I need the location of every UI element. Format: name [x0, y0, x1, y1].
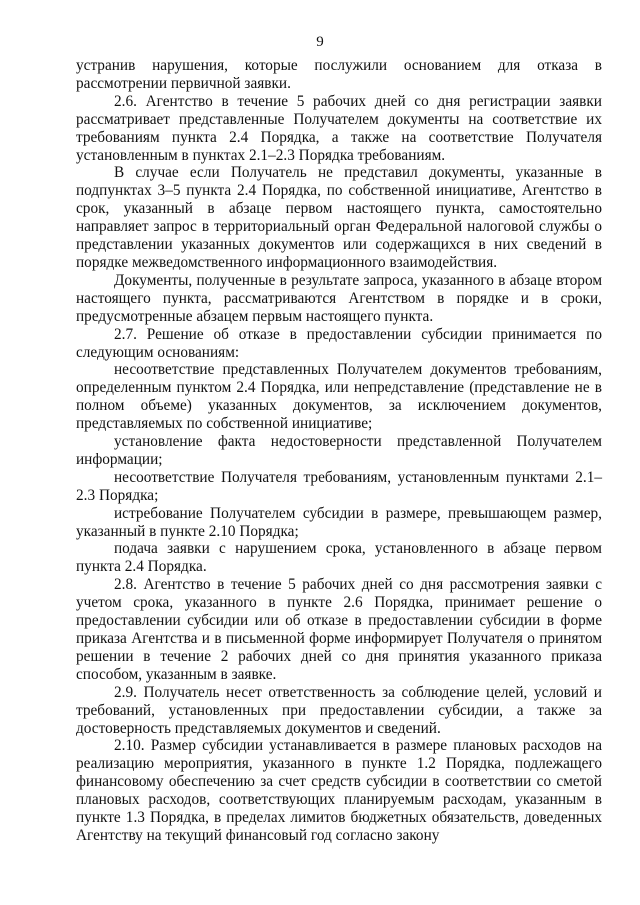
paragraph-2-6: 2.6. Агентство в течение 5 рабочих дней со дня регистрации заявки рассматривает представленные Получателем документы на соответствие их требованиям пункта 2.4 Порядка, а также на соответствие Получателя установленным в пунктах 2.1–2.3 Порядка требованиям. [76, 92, 602, 164]
paragraph: Документы, полученные в результате запроса, указанного в абзаце втором настоящего пункта, рассматриваются Агентством в порядке и в сроки, предусмотренные абзацем первым настоящего пункта. [76, 271, 602, 325]
paragraph-2-8: 2.8. Агентство в течение 5 рабочих дней со дня рассмотрения заявки с учетом срока, указанного в пункте 2.6 Порядка, принимает решение о предоставлении субсидии или об отказе в предоставлении субсидии в форме приказа Агентства и в письменной форме информирует Получателя о принятом решении в течение 2 рабочих дней со дня принятия указанного приказа способом, указанным в заявке. [76, 576, 602, 683]
list-item: несоответствие представленных Получателем документов требованиям, определенным пунктом 2.4 Порядка, или непредставление (представление не в полном объеме) указанных документов, за исключением документов, представляемых по собственной инициативе; [76, 361, 602, 433]
list-item: истребование Получателем субсидии в размере, превышающем размер, указанный в пункте 2.10 Порядка; [76, 504, 602, 540]
paragraph-2-7: 2.7. Решение об отказе в предоставлении субсидии принимается по следующим основаниям: [76, 325, 602, 361]
paragraph: В случае если Получатель не представил документы, указанные в подпунктах 3–5 пункта 2.4 Порядка, по собственной инициативе, Агентство в срок, указанный в абзаце первом настоящего пункта, самостоятельно направляет запрос в территориальный орган Федеральной налоговой службы о представлении указанных документов или содержащихся в них сведений в порядке межведомственного информационного взаимодействия. [76, 164, 602, 271]
list-item: подача заявки с нарушением срока, установленного в абзаце первом пункта 2.4 Порядка. [76, 540, 602, 576]
list-item: установление факта недостоверности представленной Получателем информации; [76, 433, 602, 468]
paragraph-2-10: 2.10. Размер субсидии устанавливается в размере плановых расходов на реализацию мероприятия, указанного в пункте 1.2 Порядка, подлежащего финансовому обеспечению за счет средств субсидии в соответствии со сметой плановых расходов, соответствующих планируемым расходам, указанным в пункте 1.3 Порядка, в пределах лимитов бюджетных обязательств, доведенных Агентству на текущий финансовый год согласно закону [76, 737, 602, 844]
page-number: 9 [316, 34, 324, 50]
paragraph: устранив нарушения, которые послужили основанием для отказа в рассмотрении первичной заявки. [76, 57, 602, 92]
paragraph-2-9: 2.9. Получатель несет ответственность за соблюдение целей, условий и требований, установленных при предоставлении субсидии, а также за достоверность представляемых документов и сведений. [76, 683, 602, 737]
list-item: несоответствие Получателя требованиям, установленным пунктами 2.1–2.3 Порядка; [76, 468, 602, 504]
document-body [76, 57, 602, 845]
